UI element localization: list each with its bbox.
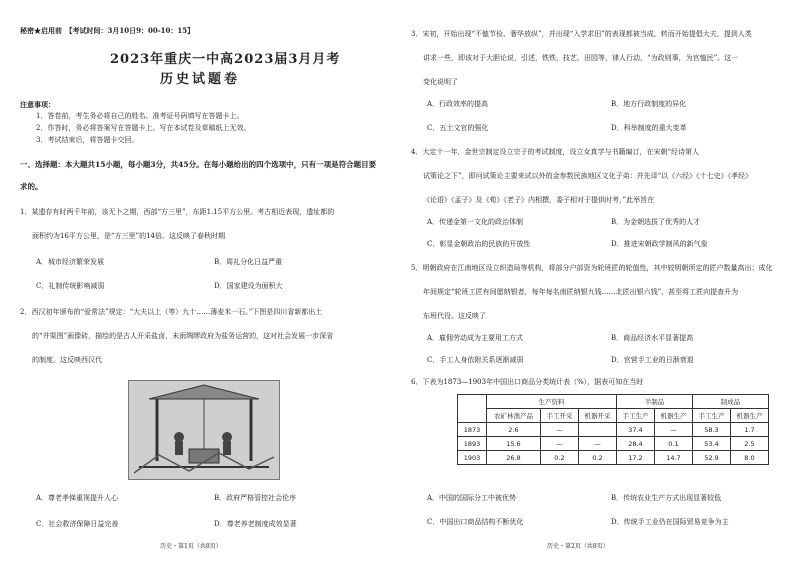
- table-subheader: 机器开采: [578, 409, 616, 423]
- table-cell: —: [654, 423, 692, 437]
- question-4-text: 试策论之下”，即问试策论主要来试以外的金参数民族地区文化子弟：并先译“以《六经》《十七史》《孝经》: [423, 172, 753, 180]
- table-group-header: 半制品: [616, 395, 692, 409]
- question-6-text: 6．下表为1873—1903年中国出口商品分类统计表（%），据表可知在当时: [411, 378, 644, 386]
- q1-option-b: B．周礼分化日益严重: [214, 258, 283, 266]
- question-2-text: 的“井渠图”画像砖，描绘的是古人开采盐卤，未雨绸缪政府为盐务运营的，这对社会发展一步深省: [32, 332, 334, 340]
- q6-option-c: C．中国出口商品结构不断优化: [427, 518, 524, 526]
- table-subheader: 手工生产: [692, 409, 730, 423]
- q1-option-c: C．礼制传统影响减弱: [36, 282, 105, 290]
- table-cell: 0.2: [578, 451, 616, 465]
- table-corner-cell: [458, 395, 487, 423]
- question-2-text: 的制度。这反映西汉代: [32, 356, 102, 364]
- q6-option-a: A．中国的国际分工中被优势: [427, 494, 517, 502]
- table-cell: 8.0: [730, 451, 768, 465]
- table-cell: —: [540, 437, 578, 451]
- table-year-cell: 1893: [458, 437, 487, 451]
- q4-option-a: A．传递金第一文化的政治体制: [427, 218, 524, 226]
- table-subheader: 机器生产: [730, 409, 768, 423]
- table-group-header: 制成品: [692, 395, 768, 409]
- well-salt-brick-image: [128, 380, 280, 480]
- table-subheader: 农矿林渔产品: [487, 409, 541, 423]
- table-cell: —: [540, 423, 578, 437]
- table-cell: —: [578, 437, 616, 451]
- note-item: 2．作答时，务必将答案写在答题卡上。写在本试卷及草稿纸上无效。: [36, 124, 251, 132]
- table-row: [458, 451, 769, 465]
- table-cell: 0.2: [540, 451, 578, 465]
- q4-option-c: C．彰显金朝政治的民族的开放性: [427, 240, 531, 248]
- table-cell: 17.2: [616, 451, 654, 465]
- question-4-text: 4．大定十一年，金世宗制定设立宗子的考试制度，设立女真学与书籍编订，在宋朝“经诗第人: [411, 148, 700, 156]
- section-heading: 一、选择题：本大题共15小题，每小题3分，共45分。在每小题给出的四个选项中，只有一项是符合题目要: [20, 160, 377, 169]
- table-cell: 2.6: [487, 423, 541, 437]
- exam-title: 2023年重庆一中高2023届3月月考: [110, 52, 341, 67]
- note-item: 3．考试结束后，将答题卡交回。: [36, 136, 139, 144]
- table-subheader: 手工生产: [616, 409, 654, 423]
- q4-option-d: D．推进宋朝政学制风的新气象: [611, 240, 708, 248]
- table-cell: 14.7: [654, 451, 692, 465]
- table-cell: 26.8: [487, 451, 541, 465]
- q3-option-a: A．行政效率的提高: [427, 100, 489, 108]
- table-cell: 1.7: [730, 423, 768, 437]
- table-year-cell: 1873: [458, 423, 487, 437]
- table-cell: 52.9: [692, 451, 730, 465]
- section-heading-cont: 求的。: [20, 182, 43, 191]
- q5-option-d: D．官营手工业的日渐衰退: [611, 356, 694, 364]
- table-cell: 2.5: [730, 437, 768, 451]
- table-group-header: 生产资料: [487, 395, 617, 409]
- question-5-text: 5．明朝政府在江南地区设立织造局等机构，将部分户部资为轮班匠的轮值性，其中较明朝所定的匠户数量高出；成化: [411, 264, 773, 272]
- table-header-row: [458, 395, 769, 409]
- question-3-text: 讲求一些，即该对于大胆论说，引述，铁铁，技艺，田园等，律人行动，“为政则事，为官恤民”。这一: [423, 54, 739, 62]
- table-cell: 37.4: [616, 423, 654, 437]
- question-2-text: 2．西汉初年颁布的“爱常法”规定：“大夫以上（等）九十……薄麦米一石。”下图是四川省新都出土: [20, 308, 323, 316]
- q1-option-a: A．城市经济繁荣发展: [36, 258, 105, 266]
- q5-option-c: C．手工人身依附关系逐渐减弱: [427, 356, 524, 364]
- q3-option-d: D．科举制度的重大变革: [611, 124, 687, 132]
- table-subheader: 手工开采: [540, 409, 578, 423]
- question-4-text: 《论语》《孟子》及《荀》《老子》内相撰，委子相对于提供时考，”此举旨在: [423, 196, 655, 204]
- table-cell: 0.1: [654, 437, 692, 451]
- table-row: [458, 423, 769, 437]
- q2-option-c: C．社会救济保障日益完善: [36, 520, 119, 528]
- q3-option-b: B．地方行政制度的异化: [611, 100, 687, 108]
- question-5-text: 东班代役。这反映了: [423, 312, 486, 320]
- table-cell: 53.4: [692, 437, 730, 451]
- exam-header: 秘密★启用前 【考试时间：3月10日9：00-10：15】: [20, 26, 195, 35]
- q3-option-c: C．五士文官的强化: [427, 124, 489, 132]
- page-footer: 历史・第2页（共8页）: [547, 543, 609, 550]
- table-subheader-row: [458, 409, 769, 423]
- well-image-drawing: [129, 381, 279, 479]
- q4-option-b: B．为金朝选拔了优秀的人才: [611, 218, 701, 226]
- page-footer: 历史・第1页（共8页）: [160, 543, 222, 550]
- q6-option-b: B．传统农业生产方式出现显著较低: [611, 494, 722, 502]
- table-cell: 58.3: [692, 423, 730, 437]
- question-1-text: 1．某遗存有时两千年前，该无卜之期，西部“方三里”，东距1.15平方公里。考古相近表现，遗址都的: [20, 208, 335, 216]
- table-cell: 15.6: [487, 437, 541, 451]
- q2-option-b: B．政府严格管控社会伦序: [214, 494, 297, 502]
- table-year-cell: 1903: [458, 451, 487, 465]
- q2-option-d: D．尊老养老制度成效显著: [214, 520, 297, 528]
- question-3-text: 变化说明了: [423, 78, 458, 86]
- table-subheader: 机器生产: [654, 409, 692, 423]
- question-3-text: 3．宋初，开始出现“不恤节俭、奢华放纵”，并出现“入学求田”的表现都被当成，转而开始提倡大夫，提到人类: [411, 30, 752, 38]
- note-item: 1．答卷前，考生务必将自己的姓名、准考证号码填写在答题卡上。: [36, 112, 244, 120]
- exam-page-right: [397, 0, 794, 562]
- q1-option-d: D．国家建设为面积大: [214, 282, 283, 290]
- q5-option-a: A．雇佣劳动成为主要用工方式: [427, 334, 524, 342]
- notes-title: 注意事项：: [20, 100, 55, 109]
- table-row: [458, 437, 769, 451]
- question-1-text: 面积约为16平方公里，是“方三里”的14倍。这反映了春秋时期: [32, 232, 225, 240]
- table-cell: 28.4: [616, 437, 654, 451]
- question-5-text: 年间规定“轮班工匠有间愿纳银者，每年每名南匠纳银九钱……北匠出银六钱”，甚至将工匠向提查升为: [423, 288, 739, 296]
- table-cell: [578, 423, 616, 437]
- export-stats-table: [457, 394, 769, 465]
- exam-subtitle: 历史试题卷: [160, 72, 241, 87]
- q6-option-d: D．传统手工业仍在国际贸易竞争为主: [611, 518, 729, 526]
- q5-option-b: B．商品经济水平显著提高: [611, 334, 694, 342]
- q2-option-a: A．尊老孝悌重视提升人心: [36, 494, 119, 502]
